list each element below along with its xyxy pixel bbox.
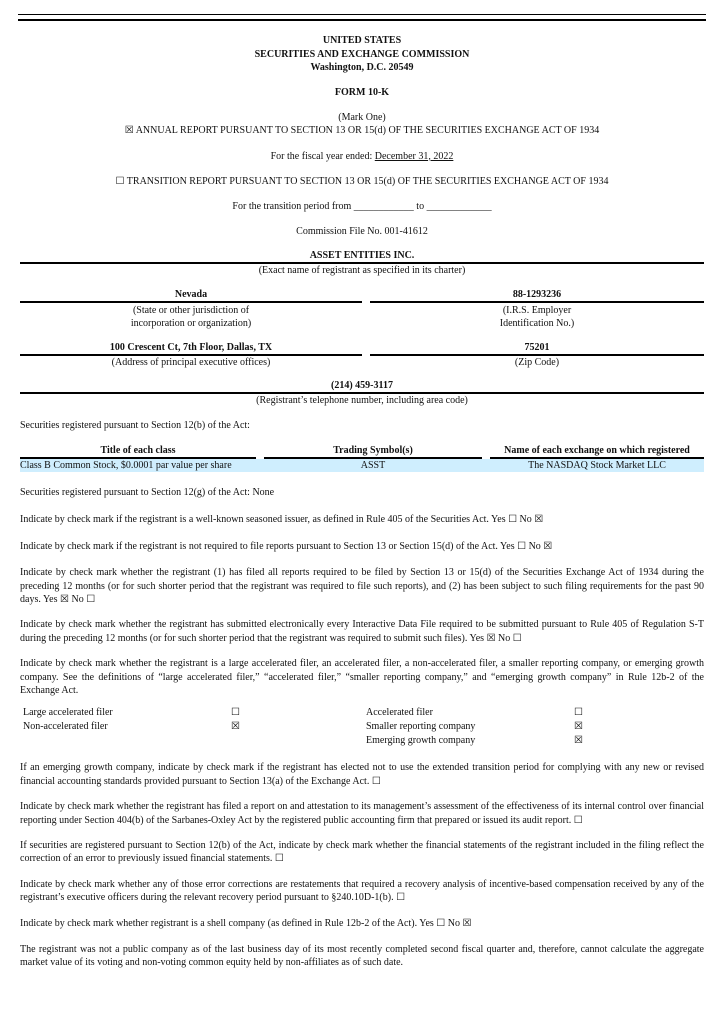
transition-period-line: For the transition period from ____________ to _____________ [232, 200, 492, 212]
phone-caption: (Registrant’s telephone number, including area code) [256, 394, 468, 406]
section-12g-label: Securities registered pursuant to Section 12(g) of the Act: None [20, 486, 275, 498]
mark-one-block [20, 111, 704, 138]
zip-block [370, 342, 704, 368]
securities-table [20, 445, 704, 472]
principal-office-address: 100 Crescent Ct, 7th Floor, Dallas, TX [20, 342, 362, 356]
shell-company-paragraph: Indicate by check mark whether registrant is a shell company (as defined in Rule 12b-2 of the Act). Yes ☐ No ☒ [20, 917, 472, 929]
state-block [20, 289, 362, 330]
egc-transition-paragraph: If an emerging growth company, indicate by check mark if the registrant has elected not to use the extended transition period for complying with any new or revised financial accounting standards provided pursuant to Section 13(a) of the Exchange Act. ☐ [20, 762, 704, 787]
large-accelerated-checkbox: ☐ [231, 707, 240, 719]
filer-row [20, 707, 704, 721]
accelerated-label: Accelerated filer [366, 707, 433, 719]
annual-report-option: ☒ ANNUAL REPORT PURSUANT TO SECTION 13 OR 15(d) OF THE SECURITIES EXCHANGE ACT OF 1934 [124, 125, 600, 136]
smaller-reporting-label: Smaller reporting company [366, 721, 476, 733]
agency-header [20, 34, 704, 75]
market-value-paragraph: The registrant was not a public company as of the last business day of its most recently completed second fiscal quarter and, therefore, cannot calculate the aggregate market value of its voting and non-voting common equity held by non-affiliates as of such date. [20, 944, 704, 969]
emerging-growth-label: Emerging growth company [366, 735, 476, 747]
section-12b-label: Securities registered pursuant to Section 12(b) of the Act: [20, 419, 250, 431]
exchange-name-cell: The NASDAQ Stock Market LLC [490, 459, 704, 472]
filer-row [20, 735, 704, 749]
error-correction-paragraph: If securities are registered pursuant to Section 12(b) of the Act, indicate by check mark whether the financial statements of the registrant included in the filing reflect the correction of an error to previously issued financial statements. ☐ [20, 840, 704, 865]
state-of-incorporation: Nevada [20, 289, 362, 303]
filer-row [20, 721, 704, 735]
state-caption-2: incorporation or organization) [130, 317, 252, 329]
irs-ein: 88-1293236 [370, 289, 704, 303]
restatement-paragraph: Indicate by check mark whether any of those error corrections are restatements that required a recovery analysis of incentive-based compensation received by any of the registrant’s executive officers during the relevant recovery period pursuant to §240.10D-1(b). ☐ [20, 878, 704, 904]
filed-reports-paragraph: Indicate by check mark whether the registrant (1) has filed all reports required to be filed by Section 13 or 15(d) of the Securities Exchange Act of 1934 during the preceding 12 months (or for such shorter period that the registrant was required to file such reports), and (2) has been subject to such filing requirements for the past 90 days. Yes ☒ No ☐ [20, 567, 704, 605]
smaller-reporting-checkbox: ☒ [574, 721, 583, 733]
fiscal-year-label: For the fiscal year ended: [270, 150, 375, 162]
transition-report-option: ☐ TRANSITION REPORT PURSUANT TO SECTION 13 OR 15(d) OF THE SECURITIES EXCHANGE ACT OF 1934 [115, 175, 609, 187]
top-double-rule [18, 14, 706, 21]
header-line-2: SECURITIES AND EXCHANGE COMMISSION [254, 48, 470, 60]
zip-caption: (Zip Code) [514, 356, 560, 368]
commission-file-number: Commission File No. 001-41612 [296, 225, 428, 237]
address-caption: (Address of principal executive offices) [111, 356, 271, 368]
state-ein-row [20, 289, 704, 330]
fiscal-year-line [20, 151, 704, 162]
zip-code: 75201 [370, 342, 704, 356]
mark-one-label: (Mark One) [338, 111, 386, 123]
emerging-growth-checkbox: ☒ [574, 735, 583, 747]
form-10k-cover-page [20, 0, 704, 970]
cell-gap [256, 459, 264, 472]
wksi-paragraph: Indicate by check mark if the registrant is a well-known seasoned issuer, as defined in Rule 405 of the Securities Act. Yes ☐ No ☒ [20, 514, 544, 526]
address-block [20, 342, 362, 368]
state-caption-1: (State or other jurisdiction of [132, 304, 250, 316]
empty-cell [20, 735, 228, 749]
cell-gap [482, 459, 490, 472]
header-line-3: Washington, D.C. 20549 [310, 62, 414, 73]
filer-status-paragraph: Indicate by check mark whether the registrant is a large accelerated filer, an accelerated filer, a non-accelerated filer, a smaller reporting company, or emerging growth company. See the definitions of “large accelerated filer,” “accelerated filer,” “smaller reporting company,” and “emerging growth company” in Rule 12b-2 of the Exchange Act. [20, 658, 704, 696]
non-accelerated-checkbox: ☒ [231, 721, 240, 733]
non-accelerated-label: Non-accelerated filer [23, 721, 108, 733]
address-zip-row [20, 342, 704, 368]
ein-caption-1: (I.R.S. Employer [502, 304, 572, 316]
header-exchange-name: Name of each exchange on which registered [490, 445, 704, 459]
filer-status-table [20, 707, 704, 749]
header-gap [256, 445, 264, 459]
trading-symbol-cell: ASST [264, 459, 482, 472]
header-gap [482, 445, 490, 459]
registrant-name: ASSET ENTITIES INC. [20, 250, 704, 264]
header-trading-symbol: Trading Symbol(s) [264, 445, 482, 459]
registrant-phone: (214) 459-3117 [20, 380, 704, 394]
accelerated-checkbox: ☐ [574, 707, 583, 719]
fiscal-year-date: December 31, 2022 [374, 150, 454, 162]
ein-block [370, 289, 704, 330]
table-row [20, 459, 704, 472]
securities-table-header [20, 445, 704, 459]
form-title: FORM 10-K [334, 86, 390, 98]
ein-caption-2: Identification No.) [499, 317, 575, 329]
large-accelerated-label: Large accelerated filer [23, 707, 113, 719]
class-title-cell: Class B Common Stock, $0.0001 par value per share [20, 459, 256, 472]
interactive-data-paragraph: Indicate by check mark whether the registrant has submitted electronically every Interactive Data File required to be submitted pursuant to Rule 405 of Regulation S-T during the preceding 12 months (or for such shorter period that the registrant was required to submit such files). Yes ☒ No ☐ [20, 619, 704, 644]
empty-cell [228, 735, 363, 749]
not-required-paragraph: Indicate by check mark if the registrant is not required to file reports pursuant to Section 13 or Section 15(d) of the Act. Yes ☐ No ☒ [20, 540, 553, 552]
header-title-of-class: Title of each class [20, 445, 256, 459]
icfr-attestation-paragraph: Indicate by check mark whether the registrant has filed a report on and attestation to its management’s assessment of the effectiveness of its internal control over financial reporting under Section 404(b) of the Sarbanes-Oxley Act by the registered public accounting firm that prepared or issued its audit report. ☐ [20, 801, 704, 826]
registrant-name-caption: (Exact name of registrant as specified in its charter) [258, 264, 466, 276]
header-line-1: UNITED STATES [322, 35, 402, 46]
